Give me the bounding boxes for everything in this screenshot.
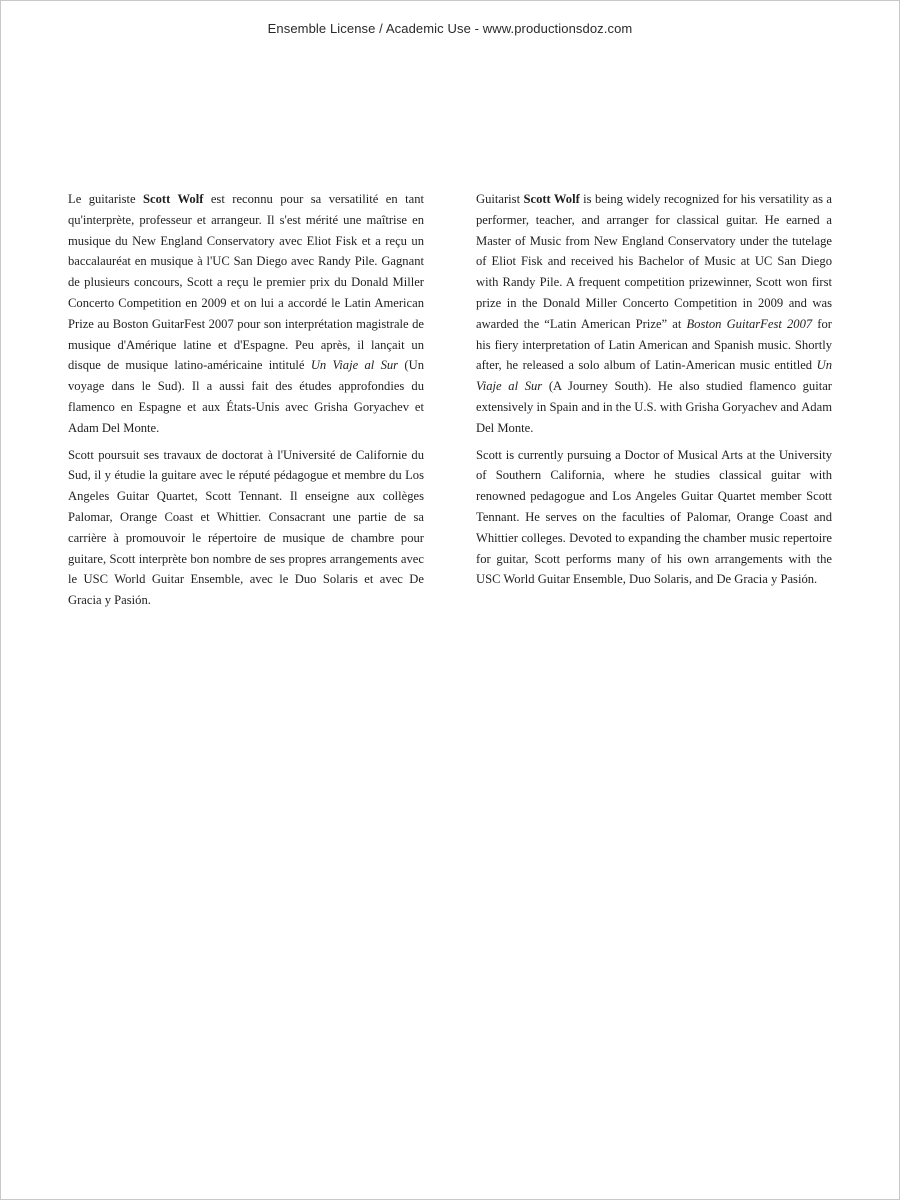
french-paragraph-2: Scott poursuit ses travaux de doctorat à l'Université de Californie du Sud, il y étudie la guitare avec le réputé pédagogue et membre du Los Angeles Guitar Quartet, Scott Tennant. Il enseigne aux collèges Palomar, Orange Coast et Whittier. Consacrant une partie de sa carrière à promouvoir le répertoire de musique de chambre pour guitare, Scott interprète bon nombre de ses propres arrangements avec le USC World Guitar Ensemble, avec le Duo Solaris et avec De Gracia y Pasión. [68, 447, 424, 608]
english-festival-name: Boston GuitarFest 2007 [686, 316, 813, 331]
french-biography-column [68, 189, 424, 617]
english-biography-column [476, 189, 832, 596]
english-paragraph-2: Scott is currently pursuing a Doctor of Musical Arts at the University of Southern California, where he studies classical guitar with renowned pedagogue and Los Angeles Guitar Quartet member Scott Tennant. He serves on the faculties of Palomar, Orange Coast and Whittier colleges. Devoted to expanding the chamber music repertoire for guitar, Scott performs many of his own arrangements with the USC World Guitar Ensemble, Duo Solaris, and De Gracia y Pasión. [476, 447, 832, 587]
french-album-title: Un Viaje al Sur [310, 358, 399, 373]
english-paragraph-1: Guitarist Scott Wolf is being widely recognized for his versatility as a performer, teacher, and arranger for classical guitar. He earned a Master of Music from New England Conservatory under the tutelage of Eliot Fisk and received his Bachelor of Music at UC San Diego with Randy Pile. A frequent competition prizewinner, Scott won first prize in the Donald Miller Concerto Competition in 2009 and was awarded the “Latin American Prize” at Boston GuitarFest 2007 for his fiery interpretation of Latin American and Spanish music. Shortly after, he released a solo album of Latin-American music entitled Un Viaje al Sur (A Journey South). He also studied flamenco guitar extensively in Spain and in the U.S. with Grisha Goryachev and Adam Del Monte. [476, 192, 833, 435]
french-paragraph-1: Le guitariste Scott Wolf est reconnu pour sa versatilité en tant qu'interprète, professeur et arrangeur. Il s'est mérité une maîtrise en musique du New England Conservatory avec Eliot Fisk et a reçu un baccalauréat en musique à l'UC San Diego avec Randy Pile. Gagnant de plusieurs concours, Scott a reçu le premier prix du Donald Miller Concerto Competition en 2009 et on lui a accordé le Latin American Prize au Boston GuitarFest 2007 pour son interprétation magistrale de musique d'Amérique latine et d'Espagne. Peu après, il lançait un disque de musique latino-américaine intitulé Un Viaje al Sur (Un voyage dans le Sud). Il a aussi fait des études approfondies du flamenco en Espagne et aux États-Unis avec Grisha Goryachev et Adam Del Monte. [68, 192, 424, 435]
license-header: Ensemble License / Academic Use - www.productionsdoz.com [267, 21, 633, 36]
french-artist-name: Scott Wolf [143, 192, 204, 206]
english-album-title: Un Viaje al Sur [476, 358, 832, 394]
english-artist-name: Scott Wolf [523, 192, 580, 206]
